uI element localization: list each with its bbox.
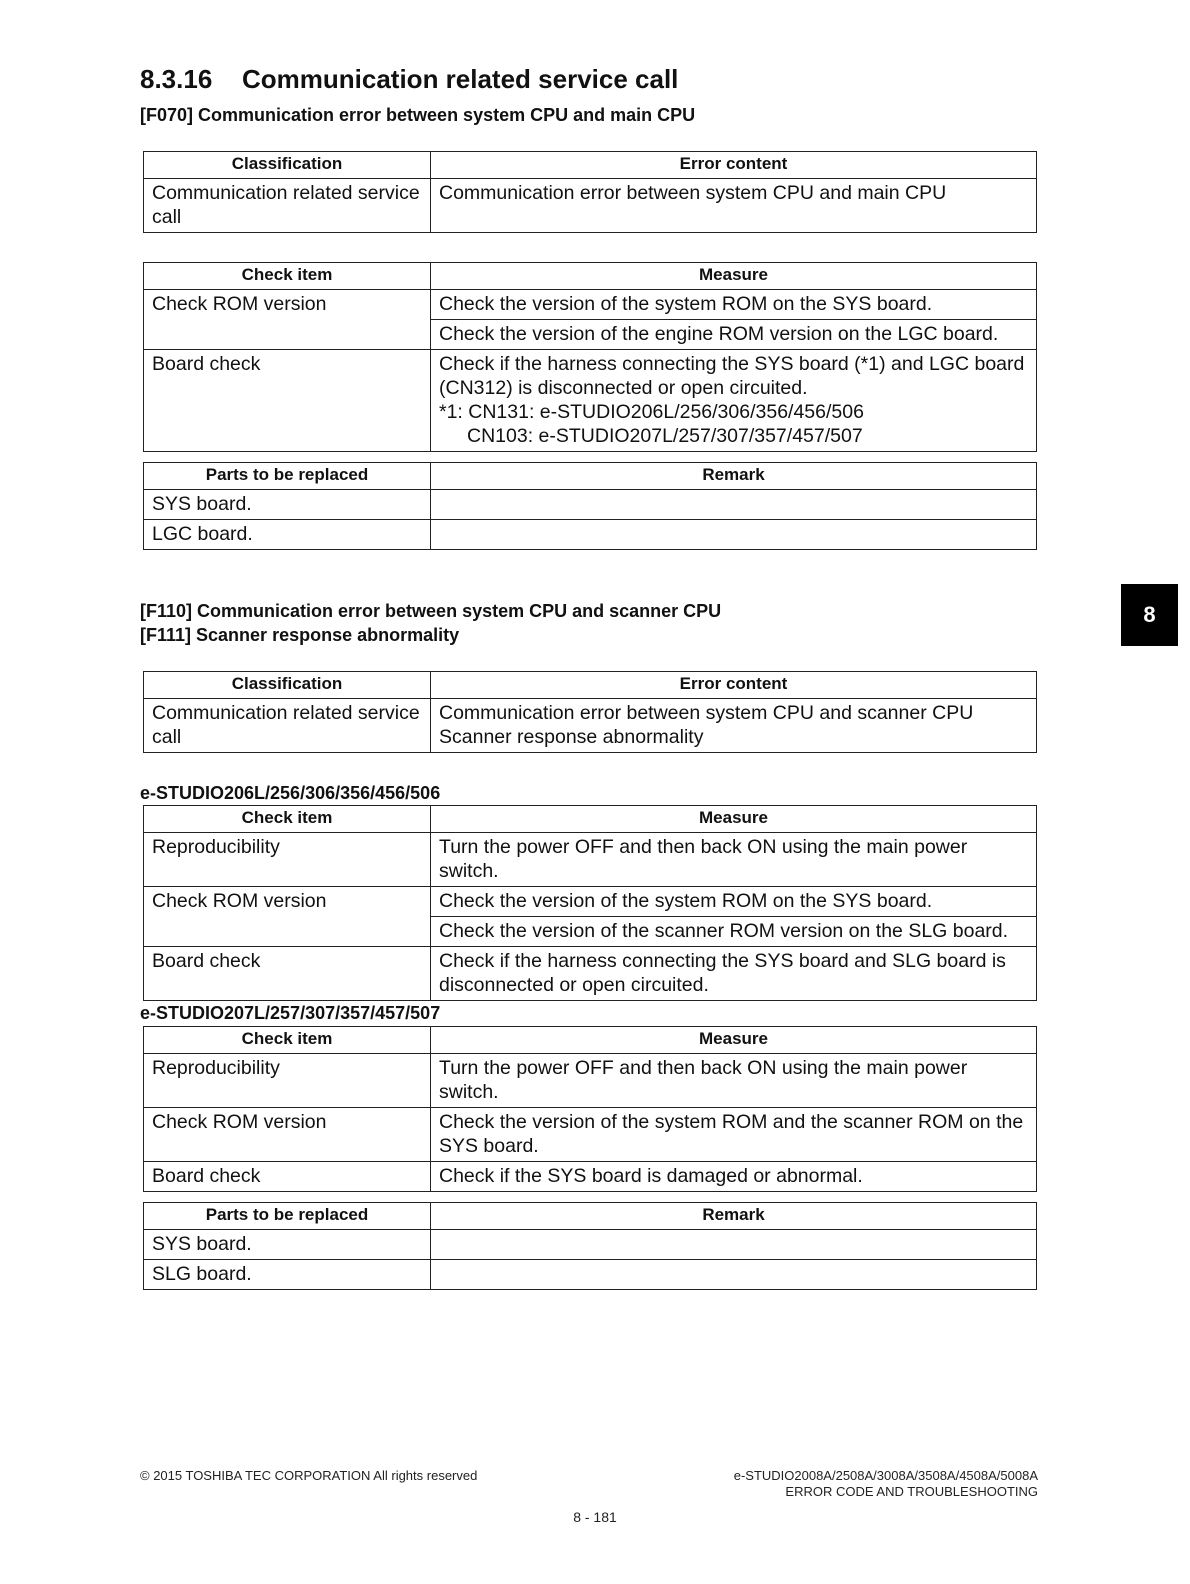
table-cell: Turn the power OFF and then back ON using the main power switch. [431,1054,1037,1108]
footer-manual-title: ERROR CODE AND TROUBLESHOOTING [785,1484,1038,1499]
page-number: 8 - 181 [573,1509,617,1525]
table-cell: Turn the power OFF and then back ON using the main power switch. [431,833,1037,887]
table-cell: Check ROM version [144,887,431,947]
error-line: Scanner response abnormality [439,726,704,748]
col-header: Check item [144,263,431,290]
table-header-row [144,152,1037,179]
table-row [144,1162,1037,1192]
table-cell: Check the version of the system ROM and the scanner ROM on the SYS board. [431,1108,1037,1162]
col-header: Remark [431,463,1037,490]
footer-doc-info [734,1468,1038,1500]
col-header: Parts to be replaced [144,1203,431,1230]
f070-check-table [143,262,1037,452]
col-header: Measure [431,1027,1037,1054]
table-row [144,290,1037,320]
table-cell: SYS board. [144,490,431,520]
col-header: Parts to be replaced [144,463,431,490]
table-cell: Check ROM version [144,290,431,350]
section-title-text: Communication related service call [242,64,679,94]
table-header-row [144,263,1037,290]
table-row [144,490,1037,520]
col-header: Classification [144,672,431,699]
footer-models: e-STUDIO2008A/2508A/3008A/3508A/4508A/5008A [733,1468,1038,1483]
table-cell: Board check [144,1162,431,1192]
chapter-tab: 8 [1121,584,1178,646]
table-cell [431,350,1037,452]
table-header-row [144,1027,1037,1054]
col-header: Check item [144,1027,431,1054]
error-line: Communication error between system CPU and scanner CPU [439,702,974,724]
section-title [140,64,678,95]
table-cell: Check the version of the system ROM on the SYS board. [431,887,1037,917]
model-a-check-table [143,805,1037,1001]
table-row [144,833,1037,887]
table-cell: Check if the harness connecting the SYS board and SLG board is disconnected or open circuited. [431,947,1037,1001]
f111-heading-line: [F111] Scanner response abnormality [140,625,460,645]
model-label-a: e-STUDIO206L/256/306/356/456/506 [140,783,441,803]
table-cell: Check the version of the engine ROM version on the LGC board. [431,320,1037,350]
table-cell: SYS board. [144,1230,431,1260]
table-cell: Check the version of the system ROM on the SYS board. [431,290,1037,320]
table-cell [431,490,1037,520]
col-header: Measure [431,263,1037,290]
table-header-row [144,1203,1037,1230]
col-header: Classification [144,152,431,179]
f070-parts-table [143,462,1037,550]
table-row [144,179,1037,233]
table-cell [431,520,1037,550]
table-row [144,699,1037,753]
f070-classification-table [143,151,1037,233]
table-row [144,1260,1037,1290]
col-header: Error content [431,672,1037,699]
table-cell: Check ROM version [144,1108,431,1162]
table-cell: Board check [144,350,431,452]
table-cell [431,1230,1037,1260]
table-cell [431,699,1037,753]
table-row [144,1230,1037,1260]
table-header-row [144,672,1037,699]
table-cell: LGC board. [144,520,431,550]
table-row [144,520,1037,550]
col-header: Check item [144,806,431,833]
measure-note: *1: CN131: e-STUDIO206L/256/306/356/456/506 [439,401,864,423]
table-row [144,1108,1037,1162]
col-header: Measure [431,806,1037,833]
table-cell: Reproducibility [144,1054,431,1108]
table-cell: SLG board. [144,1260,431,1290]
f110-parts-table [143,1202,1037,1290]
table-cell: Communication related service call [144,179,431,233]
table-cell: Check if the SYS board is damaged or abnormal. [431,1162,1037,1192]
table-row [144,887,1037,917]
table-cell: Board check [144,947,431,1001]
table-row [144,350,1037,452]
table-cell: Check the version of the scanner ROM version on the SLG board. [431,917,1037,947]
col-header: Error content [431,152,1037,179]
table-header-row [144,463,1037,490]
model-label-b: e-STUDIO207L/257/307/357/457/507 [140,1003,441,1023]
table-cell: Communication error between system CPU and main CPU [431,179,1037,233]
footer-copyright: © 2015 TOSHIBA TEC CORPORATION All rights reserved [140,1468,478,1483]
f110-classification-table [143,671,1037,753]
section-number: 8.3.16 [140,64,213,94]
f110-heading-line: [F110] Communication error between system CPU and scanner CPU [140,601,722,621]
table-header-row [144,806,1037,833]
table-cell [431,1260,1037,1290]
model-b-check-table [143,1026,1037,1192]
table-cell: Reproducibility [144,833,431,887]
table-cell: Communication related service call [144,699,431,753]
measure-note: CN103: e-STUDIO207L/257/307/357/457/507 [467,425,863,447]
measure-text: Check if the harness connecting the SYS board (*1) and LGC board (CN312) is disconnected or open circuited. [439,353,1025,399]
col-header: Remark [431,1203,1037,1230]
f070-heading: [F070] Communication error between system CPU and main CPU [140,105,696,125]
table-row [144,1054,1037,1108]
table-row [144,947,1037,1001]
f110-heading [140,599,721,647]
